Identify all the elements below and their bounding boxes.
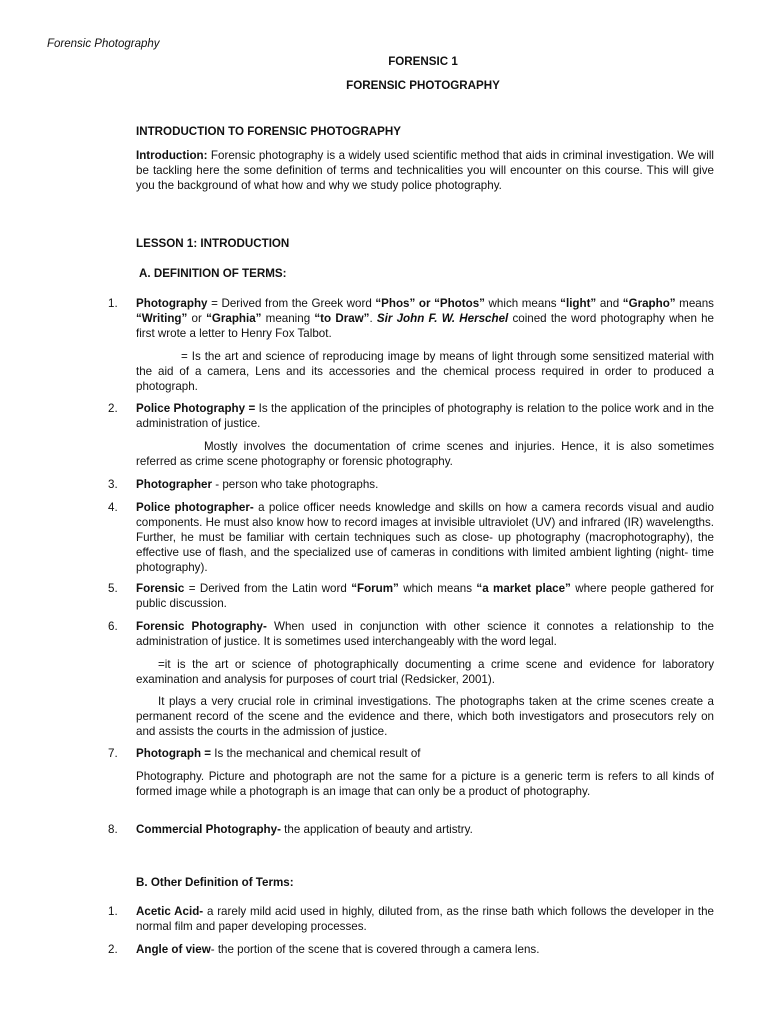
term-text: the application of beauty and artistry.	[280, 823, 473, 836]
forensic-photo-art: =it is the art or science of photographically documenting a crime scene and evidence for laboratory examination and analysis for purposes of court trial (Redsicker, 2001).	[136, 658, 714, 686]
term-item	[108, 619, 714, 649]
term-bold: Photographer	[136, 478, 213, 491]
forensic-photo-role: It plays a very crucial role in criminal investigations. The photographs taken at the crime scenes create a permanent record of the scene and the evidence and there, which both investigators and prosecutors rely on and assists the courts in the admission of justice.	[136, 695, 714, 738]
term-text: where people gathered for public discussion.	[136, 582, 715, 610]
photography-art-paragraph: = Is the art and science of reproducing image by means of light through some sensitized material with the aid of a camera, Lens and its accessories and the chemical process required in order to produced a photograph.	[136, 350, 714, 393]
term-bold: Police Photography =	[136, 402, 256, 415]
term-bold: Photograph =	[136, 747, 212, 760]
item-number: 5.	[108, 582, 118, 595]
term-bold: Police photographer-	[136, 501, 254, 514]
intro-label: Introduction:	[136, 149, 208, 162]
term-bold: “to Draw”	[314, 312, 370, 325]
term-text: which means	[398, 582, 477, 595]
term-text: a rarely mild acid used in highly, diluted from, as the rinse bath which follows the developer in the normal film and paper developing processes.	[136, 905, 714, 933]
police-photo-note: Mostly involves the documentation of crime scenes and injuries. Hence, it is also sometimes referred as crime scene photography or forensic photography.	[136, 440, 714, 468]
section-b-heading: B. Other Definition of Terms:	[136, 876, 294, 889]
running-header: Forensic Photography	[47, 38, 160, 50]
item-number: 4.	[108, 501, 118, 514]
lesson-heading: LESSON 1: INTRODUCTION	[136, 237, 290, 250]
term-text: When used in conjunction with other science it connotes a relationship to the administration of justice. It is sometimes used interchangeably with the word legal.	[136, 620, 714, 648]
term-text: .	[369, 312, 377, 325]
term-bold: Acetic Acid-	[136, 905, 204, 918]
document-title: FORENSIC 1	[388, 55, 458, 68]
item-number: 2.	[108, 402, 118, 415]
item-number: 2.	[108, 943, 118, 956]
term-text: Is the mechanical and chemical result of	[211, 747, 421, 760]
term-text: = Derived from the Latin word	[184, 582, 352, 595]
term-item	[108, 822, 714, 837]
term-text: coined the word photography when he first wrote a letter to Henry Fox Talbot.	[136, 312, 714, 340]
term-text: or	[187, 312, 207, 325]
item-number: 7.	[108, 747, 118, 760]
item-number: 6.	[108, 620, 118, 633]
term-item	[108, 296, 714, 341]
item-number: 1.	[108, 297, 118, 310]
item-number: 1.	[108, 905, 118, 918]
term-text: which means	[484, 297, 561, 310]
term-bold: Forensic Photography-	[136, 620, 267, 633]
item-number: 3.	[108, 478, 118, 491]
section-a-heading: A. DEFINITION OF TERMS:	[139, 267, 287, 280]
term-bold: “Grapho”	[622, 297, 676, 310]
term-item	[108, 401, 715, 431]
document-subtitle: FORENSIC PHOTOGRAPHY	[346, 79, 500, 92]
term-bold: “Writing”	[136, 312, 188, 325]
intro-heading: INTRODUCTION TO FORENSIC PHOTOGRAPHY	[136, 125, 401, 138]
term-text: a police officer needs knowledge and skills on how a camera records visual and audio components. He must also know how to record images at invisible ultraviolet (UV) and infrared (IR) wavelengths. Further, he must be familiar with certain techniques such as close- up photography (macrophotography), the effective use of flash, and the specialized use of cameras in conditions with limited ambient lighting (night- time photography).	[136, 501, 714, 574]
term-bold: Photography	[136, 297, 208, 310]
term-bold: “Graphia”	[206, 312, 262, 325]
intro-paragraph	[136, 148, 714, 193]
term-text: meaning	[261, 312, 315, 325]
term-text: - person who take photographs.	[212, 478, 379, 491]
term-item	[108, 500, 714, 575]
term-item	[108, 904, 714, 934]
term-bold: Commercial Photography-	[136, 823, 281, 836]
item-number: 8.	[108, 823, 118, 836]
term-bold: Angle of view	[136, 943, 211, 956]
term-item	[108, 581, 715, 611]
term-text: means	[675, 297, 714, 310]
term-bold: “a market place”	[476, 582, 571, 595]
term-item	[108, 746, 714, 761]
photograph-continuation: Photography. Picture and photograph are not the same for a picture is a generic term is refers to all kinds of formed image while a photograph is an image that can only be a product of photography.	[136, 770, 714, 798]
term-bold-italic: Sir John F. W. Herschel	[376, 312, 509, 325]
term-item	[108, 477, 714, 492]
term-text: = Derived from the Greek word	[207, 297, 376, 310]
term-item	[108, 942, 714, 957]
term-text: and	[596, 297, 623, 310]
term-bold: “Forum”	[351, 582, 399, 595]
term-bold: “Phos” or “Photos”	[375, 297, 485, 310]
term-text: - the portion of the scene that is covered through a camera lens.	[210, 943, 540, 956]
term-bold: “light”	[560, 297, 597, 310]
intro-text: Forensic photography is a widely used scientific method that aids in criminal investigation. We will be tackling here the some definition of terms and technicalities you will encounter on this course. This will give you the background of what how and why we study police photography.	[136, 149, 714, 192]
term-bold: Forensic	[136, 582, 185, 595]
term-text: Is the application of the principles of photography is relation to the police work and in the administration of justice.	[136, 402, 715, 430]
